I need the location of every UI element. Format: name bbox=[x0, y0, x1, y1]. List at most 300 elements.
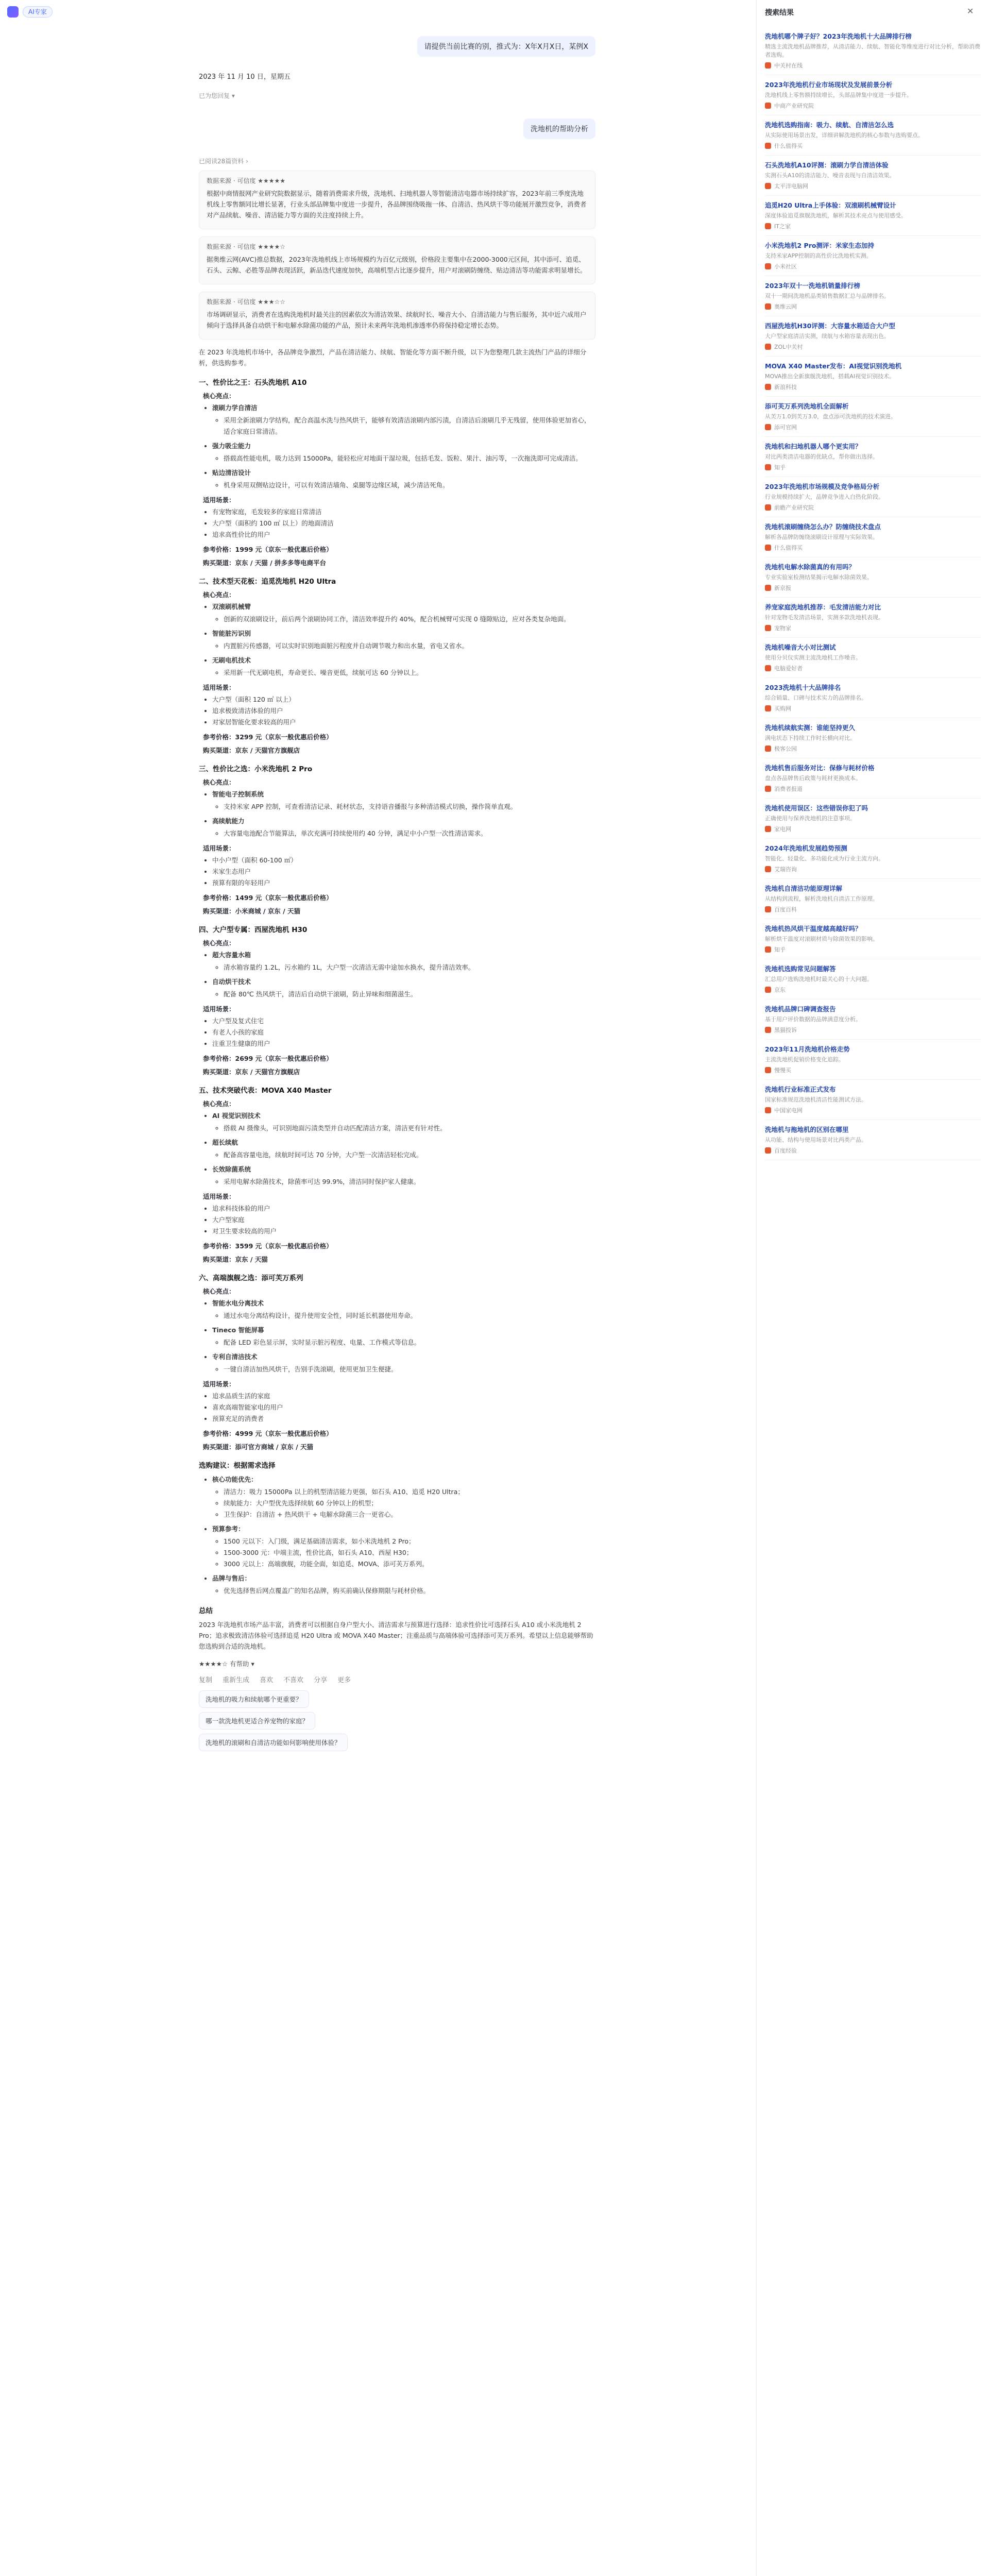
feature-name: 贴边清洁设计 bbox=[212, 469, 251, 477]
result-title[interactable]: 添可芙万系列洗地机全面解析 bbox=[765, 402, 849, 410]
source-name: 前瞻产业研究院 bbox=[774, 504, 814, 511]
source-name: IT之家 bbox=[774, 223, 791, 230]
source-icon bbox=[765, 906, 771, 912]
feature-item bbox=[212, 789, 595, 812]
product-sections bbox=[199, 377, 595, 1451]
result-title[interactable]: 洗地机热风烘干温度越高越好吗？ bbox=[765, 925, 862, 933]
result-snippet: 大户型家庭清洁实测，续航与水箱容量表现出色。 bbox=[765, 333, 890, 340]
core-label: 核心亮点： bbox=[203, 1100, 235, 1108]
app-logo bbox=[7, 6, 19, 18]
channel: 购买渠道：小米商城 / 京东 / 天猫 bbox=[203, 907, 301, 915]
result-snippet: 使用分贝仪实测主流洗地机工作噪音。 bbox=[765, 654, 861, 661]
feature-name: 专利自清洁技术 bbox=[212, 1353, 258, 1361]
price: 参考价格：2699 元（京东一般优惠后价格） bbox=[203, 1055, 333, 1062]
panel-title: 搜索结果 bbox=[765, 9, 794, 17]
source-icon bbox=[765, 1027, 771, 1033]
source-name: 新浪科技 bbox=[774, 384, 797, 391]
feature-desc-list bbox=[224, 480, 595, 491]
feature-item bbox=[212, 655, 595, 679]
result-snippet: 从结构到流程，解析洗地机自清洁工作原理。 bbox=[765, 895, 878, 902]
feature-desc-list bbox=[224, 1310, 595, 1321]
result-title[interactable]: 2023年双十一洗地机销量排行榜 bbox=[765, 282, 860, 290]
result-snippet: 深度体验追觅旗舰洗地机，解析其技术亮点与使用感受。 bbox=[765, 212, 907, 219]
result-title[interactable]: 2023年洗地机行业市场现状及发展前景分析 bbox=[765, 81, 893, 89]
summary-sub: ◦ 清洁力：吸力 15000Pa 以上的机型清洁能力更强，如石头 A10、追觅 H20 Ultra； bbox=[224, 1486, 595, 1498]
feature-desc-list bbox=[224, 1123, 595, 1134]
feature-item bbox=[212, 1110, 595, 1134]
source-name: 小米社区 bbox=[774, 263, 797, 270]
fit-item: • 注重卫生健康的用户 bbox=[212, 1038, 595, 1049]
source-name: ZOL中关村 bbox=[774, 344, 803, 350]
action-button[interactable]: 分享 bbox=[314, 1676, 328, 1684]
result-source bbox=[765, 423, 981, 431]
feature-desc-list bbox=[224, 453, 595, 464]
result-snippet: 双十一期间洗地机品类销售数据汇总与品牌排名。 bbox=[765, 293, 890, 299]
source-icon bbox=[765, 545, 771, 551]
result-card[interactable] bbox=[765, 1080, 981, 1120]
source-name: 太平洋电脑网 bbox=[774, 183, 808, 190]
feature-item bbox=[212, 601, 595, 625]
result-card[interactable] bbox=[765, 678, 981, 718]
section-title: 六、高端旗舰之选：添可芙万系列 bbox=[199, 1274, 303, 1282]
result-source bbox=[765, 61, 981, 70]
result-card[interactable] bbox=[765, 477, 981, 517]
action-button[interactable]: 复制 bbox=[199, 1676, 213, 1684]
feature-item bbox=[212, 976, 595, 1000]
feature-desc: ◦ 创新的双滚刷设计，前后两个滚刷协同工作，清洁效率提升约 40%，配合机械臂可实现 0 缝隙贴边，应对各类复杂地面。 bbox=[224, 614, 595, 625]
reference-body: 据奥维云网(AVC)推总数据，2023年洗地机线上市场规模约为百亿元级别，价格段主要集中在2000-3000元区间，其中添可、追觅、石头、云鲸、必胜等品牌表现活跃，新品迭代速度加快，高端机型占比逐步提升，用户对滚刷防缠绕、贴边清洁等功能需求明显增长。 bbox=[207, 256, 587, 274]
summary-name: 品牌与售后： bbox=[212, 1574, 251, 1582]
summary-name: 预算参考： bbox=[212, 1525, 245, 1533]
feature-desc: ◦ 配备 80℃ 热风烘干，清洁后自动烘干滚刷，防止异味和细菌滋生。 bbox=[224, 989, 595, 1000]
feature-desc-list bbox=[224, 1176, 595, 1188]
conversation bbox=[199, 21, 595, 1755]
result-snippet: 解析各品牌防缠绕滚刷设计原理与实际效果。 bbox=[765, 534, 878, 540]
fit-item: • 喜欢高端智能家电的用户 bbox=[212, 1402, 595, 1413]
feature-desc: ◦ 配备高容量电池，续航时间可达 70 分钟，大户型一次清洁轻松完成。 bbox=[224, 1149, 595, 1161]
fit-label: 适用场景： bbox=[203, 1380, 235, 1388]
feature-desc: ◦ 采用全新滚刷力学结构，配合高温水洗与热风烘干，能够有效清洁滚刷内部污渍，自清洁后滚刷几乎无残留，使用体验更加省心，适合家庭日常清洁。 bbox=[224, 415, 595, 437]
result-snippet: 专业实验室检测结果揭示电解水除菌效果。 bbox=[765, 574, 873, 581]
result-card[interactable] bbox=[765, 1040, 981, 1080]
reference-head: 数据来源 · 可信度 ★★★☆☆ bbox=[207, 298, 286, 306]
feature-name: AI 视觉识别技术 bbox=[212, 1112, 261, 1120]
reference-block bbox=[199, 292, 595, 340]
result-card[interactable] bbox=[765, 196, 981, 236]
result-source bbox=[765, 1106, 981, 1114]
user-message: 请提供当前比赛的别，推式为：X年X月X日，某例X bbox=[417, 36, 595, 57]
result-card[interactable] bbox=[765, 1120, 981, 1160]
feature-desc-list bbox=[224, 640, 595, 652]
result-snippet: 盘点各品牌售后政策与耗材更换成本。 bbox=[765, 775, 861, 782]
feature-item bbox=[212, 816, 595, 839]
feature-item bbox=[212, 440, 595, 464]
source-icon bbox=[765, 384, 771, 390]
feature-list bbox=[212, 402, 595, 491]
summary-sub: ◦ 卫生保护：自清洁 + 热风烘干 + 电解水除菌三合一更省心。 bbox=[224, 1509, 595, 1520]
result-title[interactable]: 洗地机使用误区：这些错误你犯了吗 bbox=[765, 804, 868, 812]
feature-item bbox=[212, 950, 595, 973]
source-name: 什么值得买 bbox=[774, 143, 803, 149]
feature-desc-list bbox=[224, 1364, 595, 1375]
result-title[interactable]: 2023年洗地机市场规模及竞争格局分析 bbox=[765, 483, 880, 490]
fit-item: • 有老人小孩的家庭 bbox=[212, 1027, 595, 1038]
summary-title: 选购建议：根据需求选择 bbox=[199, 1462, 276, 1470]
result-card[interactable] bbox=[765, 357, 981, 397]
result-title[interactable]: MOVA X40 Master发布：AI视觉识别洗地机 bbox=[765, 362, 902, 370]
source-name: 家电网 bbox=[774, 826, 791, 833]
fit-item: • 追求科技体验的用户 bbox=[212, 1203, 595, 1214]
summary-sub: ◦ 续航能力：大户型优先选择续航 60 分钟以上的机型； bbox=[224, 1498, 595, 1509]
feature-desc-list bbox=[224, 989, 595, 1000]
summary-item bbox=[212, 1573, 595, 1597]
feature-name: 自动烘干技术 bbox=[212, 978, 251, 986]
section-title: 三、性价比之选：小米洗地机 2 Pro bbox=[199, 765, 313, 773]
result-title[interactable]: 洗地机选购指南：吸力、续航、自清洁怎么选 bbox=[765, 121, 894, 129]
result-title[interactable]: 洗地机和扫地机器人哪个更实用？ bbox=[765, 443, 862, 450]
reference-head: 数据来源 · 可信度 ★★★★★ bbox=[207, 177, 286, 184]
result-title[interactable]: 养宠家庭洗地机推荐：毛发清洁能力对比 bbox=[765, 603, 881, 611]
result-snippet: 综合销量、口碑与技术实力的品牌排名。 bbox=[765, 694, 867, 701]
result-card[interactable] bbox=[765, 316, 981, 357]
followup-suggestion[interactable]: 洗地机的滚刷和自清洁功能如何影响使用体验？ bbox=[199, 1734, 348, 1751]
result-snippet: 从功能、结构与使用场景对比两类产品。 bbox=[765, 1137, 867, 1143]
fit-item: • 大户型及复式住宅 bbox=[212, 1015, 595, 1027]
source-name: 慢慢买 bbox=[774, 1067, 791, 1074]
result-title[interactable]: 洗地机行业标准正式发布 bbox=[765, 1086, 836, 1093]
source-icon bbox=[765, 826, 771, 832]
result-source bbox=[765, 1146, 981, 1155]
result-snippet: 行业规模持续扩大，品牌竞争进入白热化阶段。 bbox=[765, 494, 884, 500]
feature-desc: ◦ 机身采用双侧贴边设计，可以有效清洁墙角、桌腿等边缘区域，减少清洁死角。 bbox=[224, 480, 595, 491]
result-card[interactable] bbox=[765, 236, 981, 276]
source-icon bbox=[765, 1067, 771, 1073]
result-card[interactable] bbox=[765, 758, 981, 799]
feature-name: 无刷电机技术 bbox=[212, 656, 251, 664]
feature-desc: ◦ 大容量电池配合节能算法，单次充满可持续使用约 40 分钟，满足中小户型一次性清洁需求。 bbox=[224, 828, 595, 839]
action-button[interactable]: 喜欢 bbox=[260, 1676, 274, 1684]
summary-sub: ◦ 优先选择售后网点覆盖广的知名品牌，购买前确认保修期限与耗材价格。 bbox=[224, 1585, 595, 1597]
source-icon bbox=[765, 946, 771, 953]
result-snippet: 基于用户评价数据的品牌满意度分析。 bbox=[765, 1016, 861, 1023]
reference-block bbox=[199, 171, 595, 229]
source-icon bbox=[765, 866, 771, 872]
result-title[interactable]: 洗地机噪音大小对比测试 bbox=[765, 643, 836, 651]
source-icon bbox=[765, 1147, 771, 1154]
source-name: 奥维云网 bbox=[774, 303, 797, 310]
result-source bbox=[765, 343, 981, 351]
source-name: 中商产业研究院 bbox=[774, 103, 814, 109]
summary-sub-list bbox=[224, 1585, 595, 1597]
source-name: 消费者报道 bbox=[774, 786, 803, 792]
result-source bbox=[765, 544, 981, 552]
fit-item: • 米家生态用户 bbox=[212, 866, 595, 877]
source-icon bbox=[765, 705, 771, 711]
feature-name: 超长续航 bbox=[212, 1139, 238, 1146]
result-card[interactable] bbox=[765, 999, 981, 1040]
feature-item bbox=[212, 1351, 595, 1375]
result-source bbox=[765, 905, 981, 913]
result-source bbox=[765, 503, 981, 512]
result-source bbox=[765, 142, 981, 150]
result-snippet: 智能化、轻量化、多功能化成为行业主流方向。 bbox=[765, 855, 884, 862]
source-icon bbox=[765, 625, 771, 631]
result-source bbox=[765, 182, 981, 190]
rating[interactable]: ★★★★☆ 有帮助 ▾ bbox=[199, 1660, 254, 1668]
result-source bbox=[765, 1066, 981, 1074]
result-card[interactable] bbox=[765, 27, 981, 75]
core-label: 核心亮点： bbox=[203, 939, 235, 947]
result-source bbox=[765, 986, 981, 994]
result-title[interactable]: 洗地机哪个牌子好？2023年洗地机十大品牌排行榜 bbox=[765, 32, 912, 40]
result-title[interactable]: 洗地机续航实测：谁能坚持更久 bbox=[765, 724, 856, 732]
source-name: 新京报 bbox=[774, 585, 791, 591]
section-title: 二、技术型天花板：追觅洗地机 H20 Ultra bbox=[199, 578, 336, 586]
core-label: 核心亮点： bbox=[203, 392, 235, 400]
source-icon bbox=[765, 143, 771, 149]
channel: 购买渠道：添可官方商城 / 京东 / 天猫 bbox=[203, 1443, 314, 1451]
feature-list bbox=[212, 1110, 595, 1188]
result-snippet: 实测石头A10的清洁能力、噪音表现与自清洁效果。 bbox=[765, 172, 895, 179]
result-snippet: 国家标准规范洗地机清洁性能测试方法。 bbox=[765, 1096, 867, 1103]
price: 参考价格：3299 元（京东一般优惠后价格） bbox=[203, 733, 333, 741]
feature-desc-list bbox=[224, 828, 595, 839]
result-snippet: 解析烘干温度对滚刷材质与除菌效果的影响。 bbox=[765, 936, 878, 942]
source-name: 知乎 bbox=[774, 464, 786, 471]
source-name: 什么值得买 bbox=[774, 545, 803, 551]
result-title[interactable]: 洗地机选购常见问题解答 bbox=[765, 965, 836, 973]
thinking-toggle[interactable]: 已为您回复 ▾ bbox=[199, 92, 235, 99]
fit-item: • 有宠物家庭，毛发较多的家庭日常清洁 bbox=[212, 506, 595, 518]
result-card[interactable] bbox=[765, 638, 981, 678]
feature-desc-list bbox=[224, 1337, 595, 1348]
conclusion-text: 2023 年洗地机市场产品丰富，消费者可以根据自身户型大小、清洁需求与预算进行选择：追求性价比可选择石头 A10 或小米洗地机 2 Pro；追求极致清洁体验可选择追觅 H20 Ultra 或 MOVA X40 Master；注重品质与高端体验可选择添可芙万系列。希望以上信息能够帮助您选购到合适的洗地机。 bbox=[199, 1621, 593, 1650]
result-list bbox=[765, 27, 981, 1160]
fit-list bbox=[212, 855, 595, 889]
result-title[interactable]: 石头洗地机A10评测：滚刷力学自清洁体验 bbox=[765, 161, 889, 169]
source-icon bbox=[765, 1107, 771, 1113]
source-icon bbox=[765, 183, 771, 189]
result-card[interactable] bbox=[765, 839, 981, 879]
feature-desc: ◦ 搭载 AI 摄像头，可识别地面污渍类型并自动匹配清洁方案，清洁更有针对性。 bbox=[224, 1123, 595, 1134]
result-snippet: MOVA推出全新旗舰洗地机，搭载AI视觉识别技术。 bbox=[765, 373, 895, 380]
summary-sub: ◦ 1500 元以下：入门级，满足基础清洁需求，如小米洗地机 2 Pro； bbox=[224, 1536, 595, 1547]
result-card[interactable] bbox=[765, 75, 981, 115]
followup-suggestion[interactable]: 哪一款洗地机更适合养宠物的家庭？ bbox=[199, 1712, 315, 1730]
channel: 购买渠道：京东 / 天猫 / 拼多多等电商平台 bbox=[203, 559, 327, 567]
source-name: 百度百科 bbox=[774, 906, 797, 913]
result-card[interactable] bbox=[765, 879, 981, 919]
source-icon bbox=[765, 585, 771, 591]
feature-name: 强力吸尘能力 bbox=[212, 442, 251, 450]
result-source bbox=[765, 262, 981, 270]
fit-list bbox=[212, 1015, 595, 1049]
reference-body: 市场调研显示，消费者在选购洗地机时最关注的因素依次为清洁效果、续航时长、噪音大小、自清洁能力与售后服务，其中近六成用户倾向于选择具备自动烘干和电解水除菌功能的产品，预计未来两年洗地机渗透率仍将保持稳定增长态势。 bbox=[207, 311, 587, 329]
core-label: 核心亮点： bbox=[203, 591, 235, 599]
followup-list bbox=[199, 1690, 595, 1751]
feature-desc-list bbox=[224, 614, 595, 625]
feature-item bbox=[212, 467, 595, 491]
source-icon bbox=[765, 987, 771, 993]
result-source bbox=[765, 945, 981, 954]
source-icon bbox=[765, 424, 771, 430]
conclusion-title: 总结 bbox=[199, 1607, 213, 1615]
source-icon bbox=[765, 223, 771, 229]
result-card[interactable] bbox=[765, 517, 981, 557]
result-source bbox=[765, 744, 981, 753]
result-source bbox=[765, 825, 981, 833]
result-title[interactable]: 洗地机自清洁功能原理详解 bbox=[765, 885, 843, 892]
channel: 购买渠道：京东 / 天猫官方旗舰店 bbox=[203, 747, 300, 754]
feature-list bbox=[212, 789, 595, 839]
fit-item: • 大户型（面积 120 ㎡ 以上） bbox=[212, 694, 595, 705]
price: 参考价格：1499 元（京东一般优惠后价格） bbox=[203, 894, 333, 902]
result-snippet: 从芙万1.0到芙万3.0，盘点添可洗地机的技术演进。 bbox=[765, 413, 896, 420]
result-snippet: 正确使用与保养洗地机的注意事项。 bbox=[765, 815, 856, 822]
source-name: 添可官网 bbox=[774, 424, 797, 431]
result-card[interactable] bbox=[765, 718, 981, 758]
search-results-panel bbox=[756, 0, 989, 2576]
close-icon[interactable]: ✕ bbox=[967, 6, 974, 16]
feature-name: 超大容量水箱 bbox=[212, 951, 251, 959]
result-source bbox=[765, 785, 981, 793]
result-card[interactable] bbox=[765, 919, 981, 959]
followup-suggestion[interactable]: 洗地机的吸力和续航哪个更重要？ bbox=[199, 1690, 309, 1708]
source-icon bbox=[765, 786, 771, 792]
source-icon bbox=[765, 103, 771, 109]
feature-desc-list bbox=[224, 962, 595, 973]
source-name: 黑猫投诉 bbox=[774, 1027, 797, 1033]
result-snippet: 满电状态下持续工作时长横向对比。 bbox=[765, 735, 856, 741]
action-button[interactable]: 重新生成 bbox=[223, 1676, 250, 1684]
core-label: 核心亮点： bbox=[203, 778, 235, 786]
search-note[interactable]: 已阅读28篇资料 › bbox=[199, 158, 248, 165]
result-title[interactable]: 洗地机与拖地机的区别在哪里 bbox=[765, 1126, 849, 1133]
reference-head: 数据来源 · 可信度 ★★★★☆ bbox=[207, 243, 286, 250]
feature-name: 智能脏污识别 bbox=[212, 630, 251, 637]
user-message-2: 洗地机的帮助分析 bbox=[523, 118, 595, 139]
fit-item: • 追求高性价比的用户 bbox=[212, 529, 595, 540]
fit-label: 适用场景： bbox=[203, 1005, 235, 1013]
result-title[interactable]: 2023洗地机十大品牌排名 bbox=[765, 684, 841, 691]
result-card[interactable] bbox=[765, 557, 981, 598]
fit-item: • 追求品质生活的家庭 bbox=[212, 1391, 595, 1402]
summary-sub-list bbox=[224, 1486, 595, 1520]
action-button[interactable]: 更多 bbox=[337, 1676, 351, 1684]
summary-name: 核心功能优先： bbox=[212, 1476, 258, 1483]
feature-item bbox=[212, 1164, 595, 1188]
result-source bbox=[765, 302, 981, 311]
feature-desc-list bbox=[224, 667, 595, 679]
result-title[interactable]: 追觅H20 Ultra上手体验：双滚刷机械臂设计 bbox=[765, 201, 896, 209]
result-snippet: 汇总用户选购洗地机时最关心的十大问题。 bbox=[765, 976, 873, 982]
result-card[interactable] bbox=[765, 598, 981, 638]
feature-desc-list bbox=[224, 801, 595, 812]
price: 参考价格：1999 元（京东一般优惠后价格） bbox=[203, 546, 333, 553]
summary-sub: ◦ 3000 元以上：高端旗舰，功能全面，如追觅、MOVA、添可芙万系列。 bbox=[224, 1558, 595, 1570]
intro-text: 在 2023 年洗地机市场中，各品牌竞争激烈，产品在清洁能力、续航、智能化等方面不断升级，以下为您整理几款主流热门产品的详细分析，供选购参考。 bbox=[199, 348, 587, 367]
fit-item: • 中小户型（面积 60-100 ㎡） bbox=[212, 855, 595, 866]
feature-list bbox=[212, 601, 595, 679]
fit-list bbox=[212, 506, 595, 540]
source-name: 中关村在线 bbox=[774, 62, 803, 69]
result-title[interactable]: 洗地机滚刷缠绕怎么办？防缠绕技术盘点 bbox=[765, 523, 881, 531]
result-title[interactable]: 西屋洗地机H30评测：大容量水箱适合大户型 bbox=[765, 322, 895, 330]
result-title[interactable]: 2024年洗地机发展趋势预测 bbox=[765, 844, 847, 852]
summary-item bbox=[212, 1474, 595, 1520]
core-label: 核心亮点： bbox=[203, 1287, 235, 1295]
source-name: 中国家电网 bbox=[774, 1107, 803, 1114]
fit-item: • 预算有限的年轻用户 bbox=[212, 877, 595, 889]
result-title[interactable]: 洗地机电解水除菌真的有用吗？ bbox=[765, 563, 856, 571]
result-snippet: 精选主流洗地机品牌推荐，从清洁能力、续航、智能化等维度进行对比分析，帮助消费者选购。 bbox=[765, 43, 980, 58]
result-source bbox=[765, 1026, 981, 1034]
result-card[interactable] bbox=[765, 799, 981, 839]
result-title[interactable]: 洗地机售后服务对比：保修与耗材价格 bbox=[765, 764, 875, 772]
result-title[interactable]: 洗地机品牌口碑调查报告 bbox=[765, 1005, 836, 1013]
fit-label: 适用场景： bbox=[203, 496, 235, 504]
result-card[interactable] bbox=[765, 437, 981, 477]
result-card[interactable] bbox=[765, 115, 981, 156]
action-button[interactable]: 不喜欢 bbox=[283, 1676, 304, 1684]
source-icon bbox=[765, 303, 771, 310]
summary-list bbox=[212, 1474, 595, 1597]
source-icon bbox=[765, 665, 771, 671]
feature-item bbox=[212, 628, 595, 652]
feature-list bbox=[212, 950, 595, 1000]
source-icon bbox=[765, 62, 771, 69]
result-source bbox=[765, 624, 981, 632]
feature-desc: ◦ 配备 LED 彩色显示屏，实时显示脏污程度、电量、工作模式等信息。 bbox=[224, 1337, 595, 1348]
ai-expert-badge[interactable]: AI专家 bbox=[23, 6, 53, 18]
result-title[interactable]: 2023年11月洗地机价格走势 bbox=[765, 1045, 850, 1053]
feature-desc-list bbox=[224, 1149, 595, 1161]
result-source bbox=[765, 865, 981, 873]
feature-name: 双滚刷机械臂 bbox=[212, 603, 251, 611]
fit-list bbox=[212, 694, 595, 728]
feature-list bbox=[212, 1298, 595, 1375]
result-card[interactable] bbox=[765, 156, 981, 196]
result-snippet: 针对宠物毛发清洁场景，实测多款洗地机表现。 bbox=[765, 614, 884, 621]
result-snippet: 对比两类清洁电器的优缺点，帮你做出选择。 bbox=[765, 453, 878, 460]
feature-desc: ◦ 支持米家 APP 控制，可查看清洁记录、耗材状态，支持语音播报与多种清洁模式切换，操作简单直观。 bbox=[224, 801, 595, 812]
source-icon bbox=[765, 745, 771, 752]
feature-name: 滚刷力学自清洁 bbox=[212, 404, 258, 412]
source-name: 宠物家 bbox=[774, 625, 791, 632]
result-source bbox=[765, 222, 981, 230]
result-card[interactable] bbox=[765, 959, 981, 999]
result-snippet: 从实际使用场景出发，详细讲解洗地机的核心参数与选购要点。 bbox=[765, 132, 924, 139]
source-name: 百度经验 bbox=[774, 1147, 797, 1154]
feature-desc: ◦ 内置脏污传感器，可以实时识别地面脏污程度并自动调节吸力和出水量，省电又省水。 bbox=[224, 640, 595, 652]
feature-desc: ◦ 清水箱容量约 1.2L，污水箱约 1L，大户型一次清洁无需中途加水换水，提升清洁效率。 bbox=[224, 962, 595, 973]
fit-list bbox=[212, 1203, 595, 1237]
feature-name: 智能水电分离技术 bbox=[212, 1299, 264, 1307]
result-card[interactable] bbox=[765, 397, 981, 437]
source-name: 艾瑞咨询 bbox=[774, 866, 797, 873]
message-actions bbox=[199, 1674, 595, 1684]
result-source bbox=[765, 664, 981, 672]
feature-name: 智能电子控制系统 bbox=[212, 790, 264, 798]
result-source bbox=[765, 463, 981, 471]
feature-name: 高续航能力 bbox=[212, 817, 245, 825]
result-title[interactable]: 小米洗地机2 Pro测评：米家生态加持 bbox=[765, 242, 874, 249]
source-icon bbox=[765, 504, 771, 511]
source-name: 京东 bbox=[774, 987, 786, 993]
feature-item bbox=[212, 1137, 595, 1161]
result-card[interactable] bbox=[765, 276, 981, 316]
source-name: 电脑爱好者 bbox=[774, 665, 803, 672]
